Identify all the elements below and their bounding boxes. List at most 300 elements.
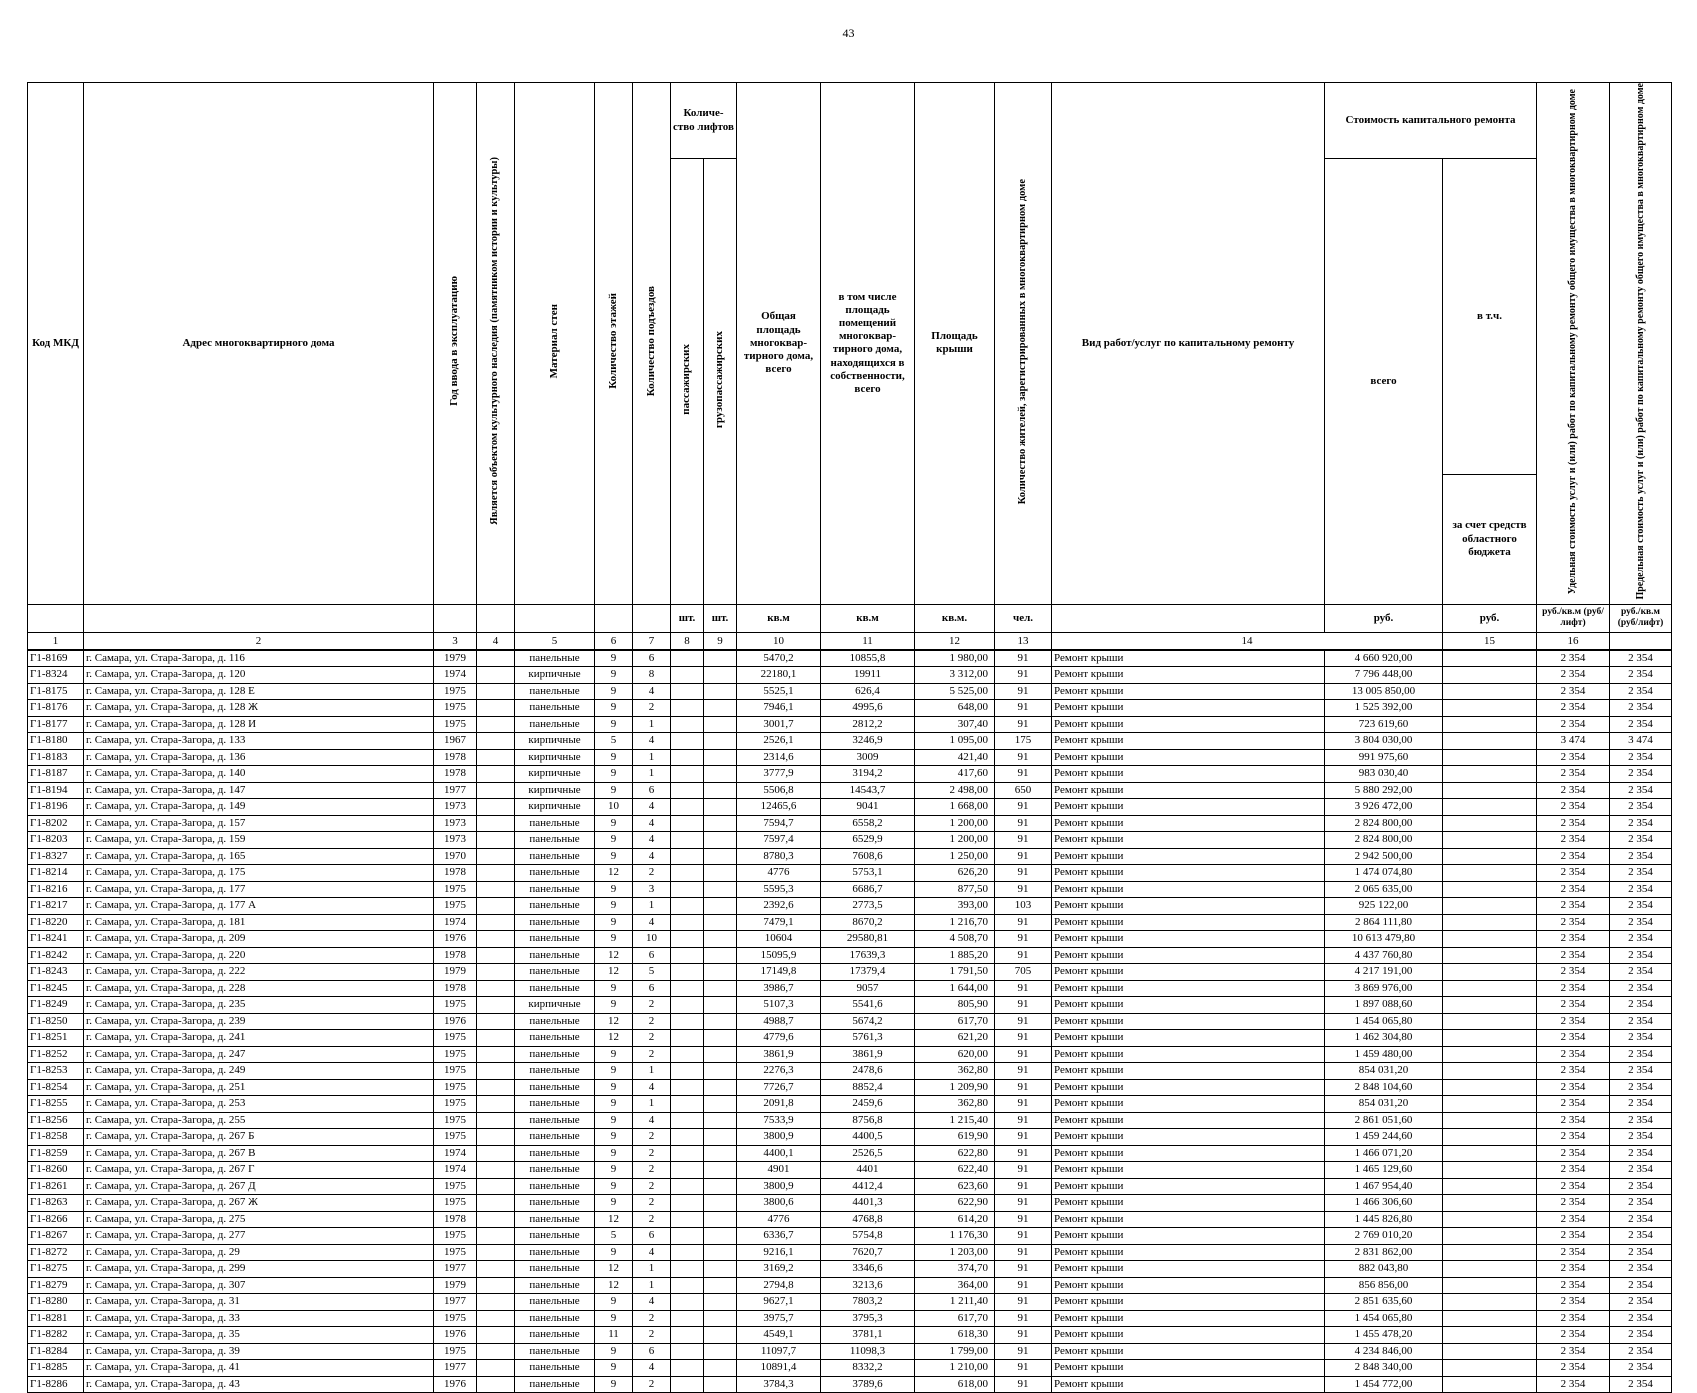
cell-cost-budget xyxy=(1443,931,1537,948)
cell-year: 1978 xyxy=(434,766,477,783)
cell-area-total: 15095,9 xyxy=(737,947,821,964)
unit-cost-budget: руб. xyxy=(1443,604,1537,632)
cell-cost-total: 1 474 074,80 xyxy=(1325,865,1443,882)
cell-area-total: 2314,6 xyxy=(737,749,821,766)
cell-year: 1967 xyxy=(434,733,477,750)
cell-roof-area: 1 980,00 xyxy=(915,650,995,667)
cell-heritage xyxy=(477,1228,515,1245)
cell-heritage xyxy=(477,700,515,717)
cell-entrances: 4 xyxy=(633,1079,671,1096)
cell-area-owned: 4401,3 xyxy=(821,1195,915,1212)
cell-roof-area: 619,90 xyxy=(915,1129,995,1146)
cell-address: г. Самара, ул. Стара-Загора, д. 147 xyxy=(84,782,434,799)
cell-cost-total: 2 861 051,60 xyxy=(1325,1112,1443,1129)
cell-area-owned: 4995,6 xyxy=(821,700,915,717)
cell-lift-cargo xyxy=(704,815,737,832)
cell-residents: 103 xyxy=(995,898,1052,915)
cell-lift-cargo xyxy=(704,1261,737,1278)
header-unit-cost: Удельная стоимость услуг и (или) работ по капитальному ремонту общего имущества в многоквартирном доме xyxy=(1537,83,1610,605)
cell-max-cost: 2 354 xyxy=(1610,815,1672,832)
cell-cost-budget xyxy=(1443,1277,1537,1294)
cell-lift-passenger xyxy=(671,700,704,717)
cell-roof-area: 1 885,20 xyxy=(915,947,995,964)
cell-cost-budget xyxy=(1443,964,1537,981)
cell-roof-area: 393,00 xyxy=(915,898,995,915)
cell-area-owned: 626,4 xyxy=(821,683,915,700)
cell-year: 1975 xyxy=(434,1228,477,1245)
col-number-empty xyxy=(1610,632,1672,650)
cell-year: 1975 xyxy=(434,881,477,898)
cell-code: Г1-8266 xyxy=(28,1211,84,1228)
table-row xyxy=(28,1046,1672,1063)
cell-work-type: Ремонт крыши xyxy=(1052,650,1325,667)
cell-cost-total: 2 065 635,00 xyxy=(1325,881,1443,898)
cell-unit-cost: 2 354 xyxy=(1537,947,1610,964)
cell-max-cost: 2 354 xyxy=(1610,898,1672,915)
cell-heritage xyxy=(477,881,515,898)
cell-heritage xyxy=(477,865,515,882)
table-row xyxy=(28,964,1672,981)
cell-cost-total: 723 619,60 xyxy=(1325,716,1443,733)
cell-wall-material: панельные xyxy=(515,1360,595,1377)
cell-address: г. Самара, ул. Стара-Загора, д. 267 Д xyxy=(84,1178,434,1195)
cell-area-owned: 5753,1 xyxy=(821,865,915,882)
table-row xyxy=(28,1327,1672,1344)
cell-work-type: Ремонт крыши xyxy=(1052,700,1325,717)
col-number: 9 xyxy=(704,632,737,650)
cell-residents: 91 xyxy=(995,815,1052,832)
cell-area-owned: 10855,8 xyxy=(821,650,915,667)
cell-work-type: Ремонт крыши xyxy=(1052,997,1325,1014)
cell-cost-total: 2 848 340,00 xyxy=(1325,1360,1443,1377)
unit-floors xyxy=(595,604,633,632)
cell-unit-cost: 2 354 xyxy=(1537,1013,1610,1030)
cell-year: 1975 xyxy=(434,1079,477,1096)
cell-work-type: Ремонт крыши xyxy=(1052,1343,1325,1360)
cell-lift-cargo xyxy=(704,1112,737,1129)
cell-cost-budget xyxy=(1443,1013,1537,1030)
cell-lift-passenger xyxy=(671,1178,704,1195)
cell-year: 1976 xyxy=(434,1327,477,1344)
cell-cost-budget xyxy=(1443,1310,1537,1327)
cell-area-owned: 3789,6 xyxy=(821,1376,915,1393)
cell-code: Г1-8272 xyxy=(28,1244,84,1261)
cell-address: г. Самара, ул. Стара-Загора, д. 277 xyxy=(84,1228,434,1245)
cell-heritage xyxy=(477,898,515,915)
cell-lift-cargo xyxy=(704,683,737,700)
cell-residents: 91 xyxy=(995,997,1052,1014)
cell-year: 1975 xyxy=(434,898,477,915)
cell-unit-cost: 2 354 xyxy=(1537,1294,1610,1311)
cell-code: Г1-8241 xyxy=(28,931,84,948)
cell-residents: 91 xyxy=(995,1261,1052,1278)
cell-area-owned: 6558,2 xyxy=(821,815,915,832)
cell-lift-cargo xyxy=(704,1327,737,1344)
table-body xyxy=(28,650,1672,1393)
table-row xyxy=(28,1079,1672,1096)
cell-area-total: 7946,1 xyxy=(737,700,821,717)
cell-area-owned: 3194,2 xyxy=(821,766,915,783)
cell-lift-cargo xyxy=(704,964,737,981)
cell-entrances: 4 xyxy=(633,799,671,816)
cell-wall-material: кирпичные xyxy=(515,667,595,684)
cell-area-owned: 2812,2 xyxy=(821,716,915,733)
cell-area-owned: 9041 xyxy=(821,799,915,816)
table-row xyxy=(28,947,1672,964)
cell-floors: 5 xyxy=(595,733,633,750)
cell-area-total: 4901 xyxy=(737,1162,821,1179)
cell-residents: 91 xyxy=(995,947,1052,964)
cell-year: 1975 xyxy=(434,1112,477,1129)
cell-roof-area: 648,00 xyxy=(915,700,995,717)
cell-code: Г1-8203 xyxy=(28,832,84,849)
cell-heritage xyxy=(477,815,515,832)
cell-lift-cargo xyxy=(704,1129,737,1146)
cell-code: Г1-8251 xyxy=(28,1030,84,1047)
cell-area-total: 3169,2 xyxy=(737,1261,821,1278)
cell-roof-area: 617,70 xyxy=(915,1013,995,1030)
table-row xyxy=(28,898,1672,915)
cell-year: 1975 xyxy=(434,683,477,700)
cell-residents: 91 xyxy=(995,799,1052,816)
cell-heritage xyxy=(477,1261,515,1278)
cell-unit-cost: 2 354 xyxy=(1537,964,1610,981)
cell-lift-cargo xyxy=(704,1310,737,1327)
cell-lift-passenger xyxy=(671,1277,704,1294)
cell-heritage xyxy=(477,1294,515,1311)
cell-heritage xyxy=(477,1360,515,1377)
cell-lift-passenger xyxy=(671,1030,704,1047)
cell-lift-passenger xyxy=(671,947,704,964)
cell-work-type: Ремонт крыши xyxy=(1052,1030,1325,1047)
cell-unit-cost: 2 354 xyxy=(1537,1129,1610,1146)
cell-lift-passenger xyxy=(671,815,704,832)
cell-entrances: 6 xyxy=(633,1343,671,1360)
cell-lift-cargo xyxy=(704,700,737,717)
cell-lift-passenger xyxy=(671,1063,704,1080)
cell-area-owned: 9057 xyxy=(821,980,915,997)
cell-address: г. Самара, ул. Стара-Загора, д. 249 xyxy=(84,1063,434,1080)
table-row xyxy=(28,1310,1672,1327)
cell-unit-cost: 2 354 xyxy=(1537,683,1610,700)
cell-residents: 91 xyxy=(995,1112,1052,1129)
cell-entrances: 3 xyxy=(633,881,671,898)
cell-address: г. Самара, ул. Стара-Загора, д. 41 xyxy=(84,1360,434,1377)
cell-cost-total: 1 525 392,00 xyxy=(1325,700,1443,717)
cell-code: Г1-8284 xyxy=(28,1343,84,1360)
cell-wall-material: кирпичные xyxy=(515,733,595,750)
cell-residents: 91 xyxy=(995,1046,1052,1063)
cell-lift-passenger xyxy=(671,1129,704,1146)
cell-roof-area: 877,50 xyxy=(915,881,995,898)
cell-year: 1973 xyxy=(434,815,477,832)
col-number: 13 xyxy=(995,632,1052,650)
cell-cost-budget xyxy=(1443,865,1537,882)
cell-cost-total: 5 880 292,00 xyxy=(1325,782,1443,799)
cell-max-cost: 2 354 xyxy=(1610,1261,1672,1278)
cell-code: Г1-8243 xyxy=(28,964,84,981)
cell-wall-material: панельные xyxy=(515,1030,595,1047)
cell-max-cost: 2 354 xyxy=(1610,1343,1672,1360)
table-row xyxy=(28,1277,1672,1294)
cell-area-total: 3784,3 xyxy=(737,1376,821,1393)
cell-cost-total: 1 454 772,00 xyxy=(1325,1376,1443,1393)
cell-lift-cargo xyxy=(704,865,737,882)
cell-cost-total: 983 030,40 xyxy=(1325,766,1443,783)
cell-work-type: Ремонт крыши xyxy=(1052,1013,1325,1030)
cell-area-total: 3001,7 xyxy=(737,716,821,733)
cell-area-owned: 4401 xyxy=(821,1162,915,1179)
cell-area-owned: 6529,9 xyxy=(821,832,915,849)
cell-work-type: Ремонт крыши xyxy=(1052,931,1325,948)
header-cost-budget: за счет средств областного бюджета xyxy=(1443,474,1537,604)
cell-cost-total: 4 660 920,00 xyxy=(1325,650,1443,667)
cell-lift-passenger xyxy=(671,931,704,948)
cell-work-type: Ремонт крыши xyxy=(1052,947,1325,964)
cell-residents: 91 xyxy=(995,1211,1052,1228)
cell-lift-cargo xyxy=(704,1046,737,1063)
cell-heritage xyxy=(477,1112,515,1129)
unit-roof-area: кв.м. xyxy=(915,604,995,632)
cell-residents: 91 xyxy=(995,1030,1052,1047)
cell-heritage xyxy=(477,1096,515,1113)
cell-residents: 91 xyxy=(995,1178,1052,1195)
cell-unit-cost: 2 354 xyxy=(1537,865,1610,882)
unit-residents: чел. xyxy=(995,604,1052,632)
col-number: 5 xyxy=(515,632,595,650)
cell-lift-passenger xyxy=(671,980,704,997)
cell-lift-cargo xyxy=(704,1013,737,1030)
cell-work-type: Ремонт крыши xyxy=(1052,1261,1325,1278)
cell-heritage xyxy=(477,1013,515,1030)
cell-cost-budget xyxy=(1443,766,1537,783)
cell-code: Г1-8180 xyxy=(28,733,84,750)
cell-wall-material: панельные xyxy=(515,1145,595,1162)
cell-cost-budget xyxy=(1443,1096,1537,1113)
cell-area-owned: 14543,7 xyxy=(821,782,915,799)
table-row xyxy=(28,716,1672,733)
cell-heritage xyxy=(477,683,515,700)
cell-address: г. Самара, ул. Стара-Загора, д. 299 xyxy=(84,1261,434,1278)
cell-heritage xyxy=(477,1343,515,1360)
table-row xyxy=(28,1195,1672,1212)
cell-max-cost: 2 354 xyxy=(1610,766,1672,783)
cell-unit-cost: 2 354 xyxy=(1537,716,1610,733)
cell-year: 1973 xyxy=(434,832,477,849)
cell-area-owned: 29580,81 xyxy=(821,931,915,948)
cell-entrances: 1 xyxy=(633,898,671,915)
cell-heritage xyxy=(477,1030,515,1047)
cell-heritage xyxy=(477,1327,515,1344)
cell-area-owned: 5761,3 xyxy=(821,1030,915,1047)
cell-max-cost: 2 354 xyxy=(1610,1129,1672,1146)
cell-floors: 9 xyxy=(595,650,633,667)
cell-entrances: 4 xyxy=(633,914,671,931)
unit-code xyxy=(28,604,84,632)
cell-entrances: 2 xyxy=(633,1013,671,1030)
cell-unit-cost: 2 354 xyxy=(1537,1261,1610,1278)
cell-year: 1978 xyxy=(434,980,477,997)
cell-floors: 9 xyxy=(595,1063,633,1080)
cell-roof-area: 1 176,30 xyxy=(915,1228,995,1245)
header-area-total: Общая площадь многоквар-тирного дома, всего xyxy=(737,83,821,605)
cell-floors: 9 xyxy=(595,1376,633,1393)
cell-wall-material: панельные xyxy=(515,1261,595,1278)
cell-work-type: Ремонт крыши xyxy=(1052,749,1325,766)
cell-heritage xyxy=(477,1211,515,1228)
cell-address: г. Самара, ул. Стара-Загора, д. 220 xyxy=(84,947,434,964)
header-cost-total: всего xyxy=(1325,159,1443,605)
table-row xyxy=(28,1294,1672,1311)
cell-unit-cost: 2 354 xyxy=(1537,815,1610,832)
cell-floors: 9 xyxy=(595,782,633,799)
cell-address: г. Самара, ул. Стара-Загора, д. 255 xyxy=(84,1112,434,1129)
cell-floors: 9 xyxy=(595,1046,633,1063)
cell-work-type: Ремонт крыши xyxy=(1052,1360,1325,1377)
cell-residents: 91 xyxy=(995,1327,1052,1344)
cell-code: Г1-8183 xyxy=(28,749,84,766)
cell-wall-material: кирпичные xyxy=(515,799,595,816)
cell-area-owned: 7620,7 xyxy=(821,1244,915,1261)
cell-floors: 9 xyxy=(595,716,633,733)
table-row xyxy=(28,1013,1672,1030)
unit-cost-total: руб. xyxy=(1325,604,1443,632)
cell-lift-cargo xyxy=(704,1162,737,1179)
header-year: Год ввода в эксплуатацию xyxy=(434,83,477,605)
cell-lift-passenger xyxy=(671,865,704,882)
cell-year: 1977 xyxy=(434,782,477,799)
cell-roof-area: 2 498,00 xyxy=(915,782,995,799)
col-number: 12 xyxy=(915,632,995,650)
cell-unit-cost: 2 354 xyxy=(1537,1310,1610,1327)
cell-heritage xyxy=(477,667,515,684)
cell-entrances: 1 xyxy=(633,1277,671,1294)
cell-entrances: 2 xyxy=(633,1162,671,1179)
cell-unit-cost: 2 354 xyxy=(1537,1343,1610,1360)
table-row xyxy=(28,848,1672,865)
cell-lift-cargo xyxy=(704,898,737,915)
cell-work-type: Ремонт крыши xyxy=(1052,898,1325,915)
cell-cost-budget xyxy=(1443,1360,1537,1377)
cell-heritage xyxy=(477,1162,515,1179)
cell-area-owned: 3861,9 xyxy=(821,1046,915,1063)
cell-heritage xyxy=(477,848,515,865)
cell-area-owned: 5754,8 xyxy=(821,1228,915,1245)
cell-code: Г1-8175 xyxy=(28,683,84,700)
cell-address: г. Самара, ул. Стара-Загора, д. 267 Б xyxy=(84,1129,434,1146)
cell-floors: 9 xyxy=(595,766,633,783)
cell-cost-total: 2 848 104,60 xyxy=(1325,1079,1443,1096)
cell-code: Г1-8259 xyxy=(28,1145,84,1162)
cell-entrances: 4 xyxy=(633,683,671,700)
cell-area-owned: 17379,4 xyxy=(821,964,915,981)
cell-entrances: 1 xyxy=(633,716,671,733)
cell-code: Г1-8285 xyxy=(28,1360,84,1377)
cell-wall-material: панельные xyxy=(515,1096,595,1113)
cell-wall-material: панельные xyxy=(515,1294,595,1311)
cell-lift-passenger xyxy=(671,1211,704,1228)
cell-work-type: Ремонт крыши xyxy=(1052,1063,1325,1080)
cell-max-cost: 2 354 xyxy=(1610,1277,1672,1294)
cell-work-type: Ремонт крыши xyxy=(1052,733,1325,750)
header-residents: Количество жителей, зарегистрированных в многоквартирном доме xyxy=(995,83,1052,605)
cell-max-cost: 2 354 xyxy=(1610,964,1672,981)
cell-unit-cost: 2 354 xyxy=(1537,1228,1610,1245)
cell-cost-total: 1 897 088,60 xyxy=(1325,997,1443,1014)
cell-residents: 91 xyxy=(995,1343,1052,1360)
cell-roof-area: 626,20 xyxy=(915,865,995,882)
cell-cost-total: 3 804 030,00 xyxy=(1325,733,1443,750)
header-cost: Стоимость капитального ремонта xyxy=(1325,83,1537,159)
cell-heritage xyxy=(477,947,515,964)
cell-max-cost: 2 354 xyxy=(1610,799,1672,816)
cell-wall-material: панельные xyxy=(515,1162,595,1179)
cell-lift-cargo xyxy=(704,749,737,766)
cell-unit-cost: 2 354 xyxy=(1537,898,1610,915)
cell-max-cost: 2 354 xyxy=(1610,1096,1672,1113)
cell-code: Г1-8202 xyxy=(28,815,84,832)
cell-max-cost: 2 354 xyxy=(1610,683,1672,700)
cell-max-cost: 2 354 xyxy=(1610,947,1672,964)
cell-cost-budget xyxy=(1443,700,1537,717)
cell-code: Г1-8196 xyxy=(28,799,84,816)
cell-work-type: Ремонт крыши xyxy=(1052,1310,1325,1327)
cell-address: г. Самара, ул. Стара-Загора, д. 267 Г xyxy=(84,1162,434,1179)
cell-entrances: 1 xyxy=(633,1063,671,1080)
cell-area-total: 7479,1 xyxy=(737,914,821,931)
cell-address: г. Самара, ул. Стара-Загора, д. 140 xyxy=(84,766,434,783)
cell-entrances: 1 xyxy=(633,1096,671,1113)
col-number: 2 xyxy=(84,632,434,650)
cell-cost-budget xyxy=(1443,1261,1537,1278)
cell-unit-cost: 2 354 xyxy=(1537,1211,1610,1228)
table-row xyxy=(28,782,1672,799)
cell-cost-budget xyxy=(1443,832,1537,849)
header-max-cost: Предельная стоимость услуг и (или) работ по капитальному ремонту общего имущества в многоквартирном доме xyxy=(1610,83,1672,605)
cell-work-type: Ремонт крыши xyxy=(1052,799,1325,816)
cell-area-total: 5595,3 xyxy=(737,881,821,898)
cell-cost-total: 4 217 191,00 xyxy=(1325,964,1443,981)
cell-lift-cargo xyxy=(704,1030,737,1047)
cell-unit-cost: 2 354 xyxy=(1537,1244,1610,1261)
cell-work-type: Ремонт крыши xyxy=(1052,1096,1325,1113)
cell-code: Г1-8324 xyxy=(28,667,84,684)
cell-cost-total: 7 796 448,00 xyxy=(1325,667,1443,684)
cell-year: 1974 xyxy=(434,1145,477,1162)
cell-wall-material: панельные xyxy=(515,815,595,832)
cell-area-total: 2392,6 xyxy=(737,898,821,915)
cell-address: г. Самара, ул. Стара-Загора, д. 241 xyxy=(84,1030,434,1047)
cell-floors: 9 xyxy=(595,1294,633,1311)
cell-year: 1979 xyxy=(434,1277,477,1294)
cell-wall-material: панельные xyxy=(515,881,595,898)
cell-cost-budget xyxy=(1443,1162,1537,1179)
cell-lift-passenger xyxy=(671,997,704,1014)
cell-address: г. Самара, ул. Стара-Загора, д. 35 xyxy=(84,1327,434,1344)
cell-code: Г1-8187 xyxy=(28,766,84,783)
cell-work-type: Ремонт крыши xyxy=(1052,881,1325,898)
cell-cost-total: 2 769 010,20 xyxy=(1325,1228,1443,1245)
cell-lift-passenger xyxy=(671,1079,704,1096)
cell-area-owned: 2773,5 xyxy=(821,898,915,915)
cell-residents: 91 xyxy=(995,749,1052,766)
cell-max-cost: 2 354 xyxy=(1610,1079,1672,1096)
table-row xyxy=(28,683,1672,700)
cell-floors: 9 xyxy=(595,1310,633,1327)
cell-cost-budget xyxy=(1443,1294,1537,1311)
cell-address: г. Самара, ул. Стара-Загора, д. 275 xyxy=(84,1211,434,1228)
cell-entrances: 6 xyxy=(633,980,671,997)
